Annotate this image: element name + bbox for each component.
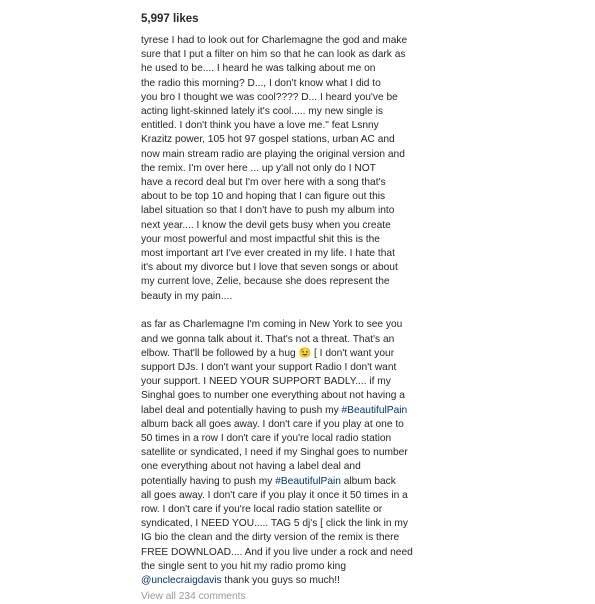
caption-text: syndicated, I NEED YOU..... TAG 5 dj's [ click the link in my <box>141 518 408 530</box>
caption-line <box>141 460 441 474</box>
hashtag-link[interactable]: #BeautifulPain <box>341 404 408 416</box>
view-all-comments-link[interactable]: View all 234 comments <box>141 591 246 603</box>
caption-line <box>141 318 441 332</box>
caption-text: and we gonna talk about it. That's not a threat. That's an <box>141 333 395 345</box>
caption-text: your support. I NEED YOUR SUPPORT BADLY.... if my <box>141 376 391 388</box>
caption-line: next year.... I know the devil gets busy when you create <box>141 219 391 231</box>
likes-count[interactable]: 5,997 likes <box>141 13 199 25</box>
caption-line <box>141 418 441 432</box>
caption-text: potentially having to push my <box>141 475 276 487</box>
caption-paragraph-1 <box>141 34 441 304</box>
caption-text: row. I don't care if you're local radio station satellite or <box>141 504 383 515</box>
caption-line: most important art I've ever created in my life. I hate that <box>141 248 395 260</box>
caption-line: sure that I put a filter on him so that he can look as dark as <box>141 49 406 61</box>
caption-line: about to be top 10 and hoping that I can figure out this <box>141 191 386 203</box>
caption-line <box>141 517 441 531</box>
caption-line <box>141 347 441 361</box>
caption-line: Krazitz power, 105 hot 97 gospel stations, urban AC and <box>141 134 395 146</box>
caption-line <box>141 489 441 503</box>
caption-text: satellite or syndicated, I need if my Singhal goes to number <box>141 447 408 459</box>
caption-text: all goes away. I don't care if you play it once it 50 times in a <box>141 489 408 501</box>
caption-line <box>141 389 441 403</box>
caption-paragraph-2 <box>141 318 441 588</box>
caption-line: beauty in my pain.... <box>141 290 233 302</box>
mention-link[interactable]: @unclecraigdavis <box>141 575 222 587</box>
caption-line <box>141 404 441 418</box>
caption-text: album back all goes away. I don't care if you play at one to <box>141 418 404 430</box>
caption-line <box>141 446 441 460</box>
caption-text: one everything about not having a label deal and <box>141 461 361 473</box>
caption-line: acting light-skinned lately it's cool..... my new single is <box>141 106 384 118</box>
caption-line: you bro I thought we was cool???? D... I heard you've be <box>141 91 398 103</box>
caption-line <box>141 475 441 489</box>
caption-line <box>141 333 441 347</box>
post-caption <box>141 34 441 588</box>
caption-line <box>141 375 441 389</box>
caption-text: 50 times in a row I don't care if you're local radio station <box>141 432 392 444</box>
hashtag-link[interactable]: #BeautifulPain <box>275 475 341 487</box>
caption-line: it's about my divorce but I love that seven songs or about <box>141 262 398 274</box>
caption-line <box>141 574 441 588</box>
caption-text: Singhal goes to number one everything about not having a <box>141 390 405 402</box>
caption-text: IG bio the clean and the dirty version of the remix is there <box>141 532 400 544</box>
caption-text: album back <box>340 475 396 487</box>
caption-line: label situation so that I don't have to push my album into <box>141 205 395 217</box>
caption-line: have a record deal but I'm over here with a song that's <box>141 177 386 189</box>
caption-text: support DJs. I don't want your support Radio I don't want <box>141 361 397 373</box>
caption-line: he used to be.... I heard he was talking about me on <box>141 63 376 75</box>
caption-line: my current love, Zelie, because she does represent the <box>141 276 390 288</box>
caption-line: now main stream radio are playing the original version and <box>141 148 405 160</box>
caption-text: the single sent to you hit my radio promo king <box>141 560 346 572</box>
caption-line <box>141 531 441 545</box>
caption-line: tyrese I had to look out for Charlemagne the god and make <box>141 35 408 46</box>
caption-text: FREE DOWNLOAD.... And if you live under a rock and need <box>141 546 413 558</box>
caption-text: label deal and potentially having to push my <box>141 404 342 416</box>
caption-line <box>141 432 441 446</box>
caption-line: the radio this morning? D..., I don't know what I did to <box>141 77 381 89</box>
caption-line <box>141 503 441 517</box>
caption-line: your most powerful and most impactful shit this is the <box>141 233 380 245</box>
caption-line: entitled. I don't think you have a love me." feat Lsnny <box>141 120 379 132</box>
caption-text: elbow. That'll be followed by a hug 😉 [ I don't want your <box>141 347 395 359</box>
caption-line <box>141 361 441 375</box>
caption-text: thank you guys so much!! <box>221 575 340 587</box>
caption-text: as far as Charlemagne I'm coming in New York to see you <box>141 319 403 331</box>
caption-line: the remix. I'm over here ... up y'all not only do I NOT <box>141 162 376 174</box>
caption-line <box>141 560 441 574</box>
caption-line <box>141 546 441 560</box>
